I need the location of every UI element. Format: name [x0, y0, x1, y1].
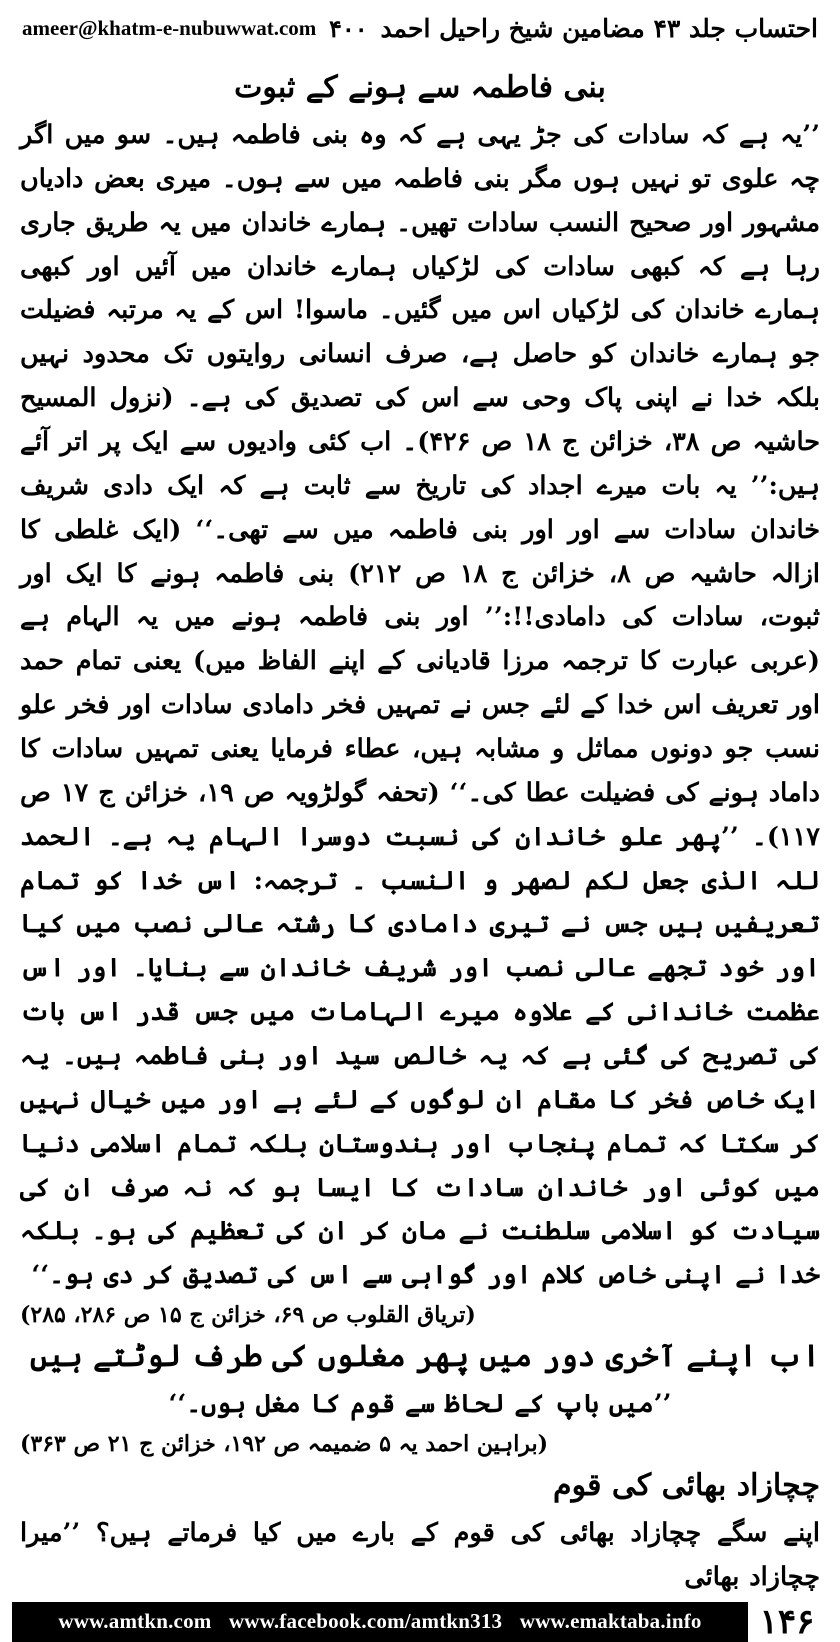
body-paragraph-3: اپنے سگے چچازاد بھائی کی قوم کے بارے میں کیا فرماتے ہیں؟ ’’میرا چچازاد بھائی	[20, 1518, 820, 1592]
footer-page-number: ۱۴۶	[748, 1602, 840, 1642]
section-heading-mughals: اب اپنے آخری دور میں پھر مغلوں کی طرف لوٹتے ہیں	[30, 1339, 820, 1375]
footer-link-amtkn[interactable]: www.amtkn.com	[58, 1609, 212, 1634]
page-content	[0, 53, 840, 1602]
section-heading-cousin-qaum: چچازاد بھائی کی قوم	[553, 1468, 820, 1504]
page-header	[0, 0, 840, 49]
header-page-number: ۴۰۰	[329, 14, 368, 43]
footer-links-bar	[12, 1602, 748, 1642]
header-book-title: احتساب جلد ۴۳ مضامین شیخ راحیل احمد	[380, 14, 818, 43]
footer-link-emaktaba[interactable]: www.emaktaba.info	[519, 1609, 702, 1634]
page-footer	[0, 1602, 840, 1642]
reference-2: (براہین احمد یہ ۵ ضمیمہ ص ۱۹۲، خزائن ج ۲۱ ص ۳۶۳)	[20, 1431, 548, 1458]
header-email: ameer@khatm-e-nubuwwat.com	[22, 16, 317, 40]
footer-link-facebook[interactable]: www.facebook.com/amtkn313	[228, 1609, 503, 1634]
body-paragraph-1: ’’یہ ہے کہ سادات کی جڑ یہی ہے کہ وہ بنی فاطمہ ہیں۔ سو میں اگر چہ علوی تو نہیں ہوں مگر بنی فاطمہ میں سے ہوں۔ میری بعض دادیاں مشہور اور صحیح النسب سادات تھیں۔ ہمارے خاندان میں یہ طریق جاری رہا ہے کہ کبھی سادات کی لڑکیاں ہمارے خاندان میں آئیں اور کبھی ہمارے خاندان کی لڑکیاں اس میں گئیں۔ ماسوا! اس کے یہ مرتبہ فضیلت جو ہمارے خاندان کو حاصل ہے، صرف انسانی روایتوں تک محدود نہیں بلکہ خدا نے اپنی پاک وحی سے اس کی تصدیق کی ہے۔ (نزول المسیح حاشیہ ص ۳۸، خزائن ج ۱۸ ص ۴۲۶)۔ اب کئی وادیوں سے ایک پر اتر آئے ہیں:’’ یہ بات میرے اجداد کی تاریخ سے ثابت ہے کہ ایک دادی شریف خاندان سادات سے اور اور بنی فاطمہ میں سے تھی۔‘‘ (ایک غلطی کا ازالہ حاشیہ ص ۸، خزائن ج ۱۸ ص ۲۱۲) بنی فاطمہ ہونے کا ایک اور ثبوت، سادات کی دامادی!!:’’ اور بنی فاطمہ ہونے میں یہ الہام ہے (عربی عبارت کا ترجمہ مرزا قادیانی کے اپنے الفاظ میں) یعنی تمام حمد اور تعریف اس خدا کے لئے جس نے تمہیں فخر دامادی سادات اور فخر علو نسب جو دونوں مماثل و مشابہ ہیں، عطاء فرمایا یعنی تمہیں سادات کا داماد ہونے کی فضیلت عطا کی۔‘‘ (تحفہ گولڑویہ ص ۱۹، خزائن ج ۱۷ ص ۱۱۷)۔ ’’پھر علو خاندان کی نسبت دوسرا الہام یہ ہے۔ الحمد للہ الذی جعل لکم لصھر و النسب ۔ ترجمہ: اس خدا کو تمام تعریفیں ہیں جس نے تیری دامادی کا رشتہ عالی نصب میں کیا اور خود تجھے عالی نصب اور شریف خاندان سے بنایا۔ اور اس عظمت خاندانی کے علاوہ میرے الہامات میں جس قدر اس بات کی تصریح کی گئی ہے کہ یہ خالص سید اور بنی فاطمہ ہیں۔ یہ ایک خاص فخر کا مقام ان لوگوں کے لئے ہے اور میں خیال نہیں کر سکتا کہ تمام پنجاب اور ہندوستان بلکہ تمام اسلامی دنیا میں کوئی اور خاندان سادات کا ایسا ہو کہ نہ صرف ان کی سیادت کو اسلامی سلطنت نے مان کر ان کی تعظیم کی ہو۔ بلکہ خدا نے اپنی خاص کلام اور گواہی سے اس کی تصدیق کر دی ہو۔‘‘	[20, 120, 820, 1291]
reference-1: (تریاق القلوب ص ۶۹، خزائن ج ۱۵ ص ۲۸۶، ۲۸۵)	[20, 1302, 476, 1329]
quote-mughal: ’’میں باپ کے لحاظ سے قوم کا مغل ہوں۔‘‘	[168, 1389, 672, 1420]
section-heading-proof-bani-fatima: بنی فاطمہ سے ہونے کے ثبوت	[234, 70, 606, 105]
